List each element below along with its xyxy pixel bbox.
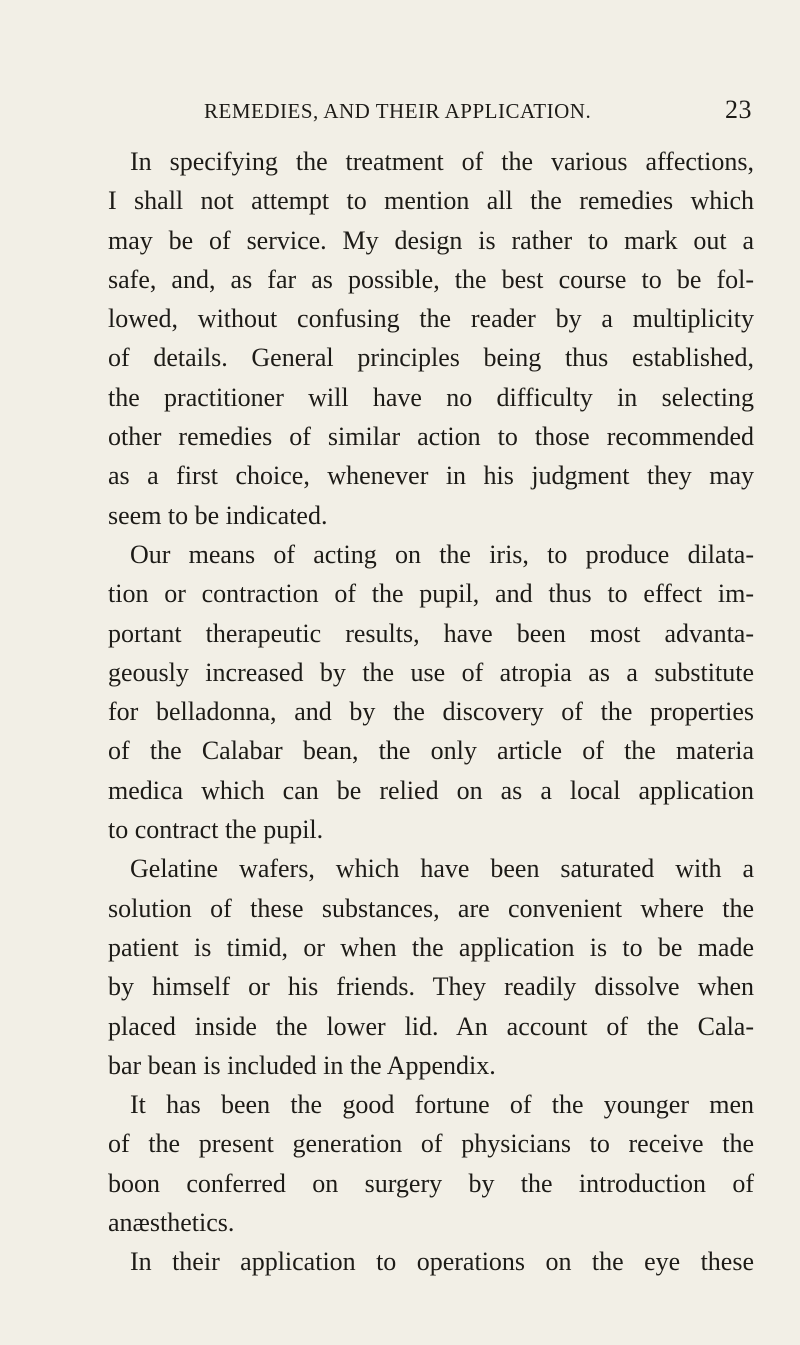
text-line: of the Calabar bean, the only article of the materia <box>108 736 754 766</box>
text-line: tion or contraction of the pupil, and thus to effect im- <box>108 579 754 609</box>
text-line: patient is timid, or when the application is to be made <box>108 932 754 962</box>
text-line: boon conferred on surgery by the introduction of <box>108 1168 754 1198</box>
text-line: of the present generation of physicians to receive the <box>108 1129 754 1159</box>
text-line: may be of service. My design is rather to mark out a <box>108 225 754 255</box>
text-line: In specifying the treatment of the various affections, <box>130 147 754 176</box>
text-line: bar bean is included in the Appendix. <box>108 1050 496 1080</box>
text-line: portant therapeutic results, have been most advanta- <box>108 618 754 648</box>
text-line: anæsthetics. <box>108 1208 235 1238</box>
text-line: geously increased by the use of atropia as a substitute <box>108 657 754 687</box>
body-text <box>108 142 754 1282</box>
paragraph <box>108 142 754 535</box>
text-line: placed inside the lower lid. An account of the Cala- <box>108 1011 754 1041</box>
running-title: REMEDIES, AND THEIR APPLICATION. <box>204 99 592 123</box>
text-line: safe, and, as far as possible, the best course to be fol- <box>108 264 754 294</box>
text-line: the practitioner will have no difficulty in selecting <box>108 382 754 412</box>
text-line: Our means of acting on the iris, to produce dilata- <box>130 539 754 569</box>
running-header <box>174 93 752 129</box>
paragraph <box>108 535 754 849</box>
text-line: Gelatine wafers, which have been saturated with a <box>130 854 754 884</box>
text-line: solution of these substances, are convenient where the <box>108 893 754 923</box>
text-line: It has been the good fortune of the younger men <box>130 1090 754 1120</box>
paragraph <box>108 1242 754 1281</box>
text-line: lowed, without confusing the reader by a multiplicity <box>108 304 754 334</box>
page-number: 23 <box>725 95 752 124</box>
text-line: to contract the pupil. <box>108 815 324 845</box>
text-line: of details. General principles being thus established, <box>108 343 754 373</box>
text-line: by himself or his friends. They readily dissolve when <box>108 972 754 1002</box>
text-line: medica which can be relied on as a local application <box>108 775 754 805</box>
text-line: for belladonna, and by the discovery of the properties <box>108 697 754 727</box>
paragraph <box>108 1085 754 1242</box>
text-line: In their application to operations on the eye these <box>130 1247 754 1277</box>
paragraph <box>108 849 754 1085</box>
text-line: seem to be indicated. <box>108 500 328 530</box>
text-line: as a first choice, whenever in his judgment they may <box>108 461 754 491</box>
text-line: other remedies of similar action to those recommended <box>108 422 754 452</box>
text-line: I shall not attempt to mention all the remedies which <box>108 186 754 216</box>
